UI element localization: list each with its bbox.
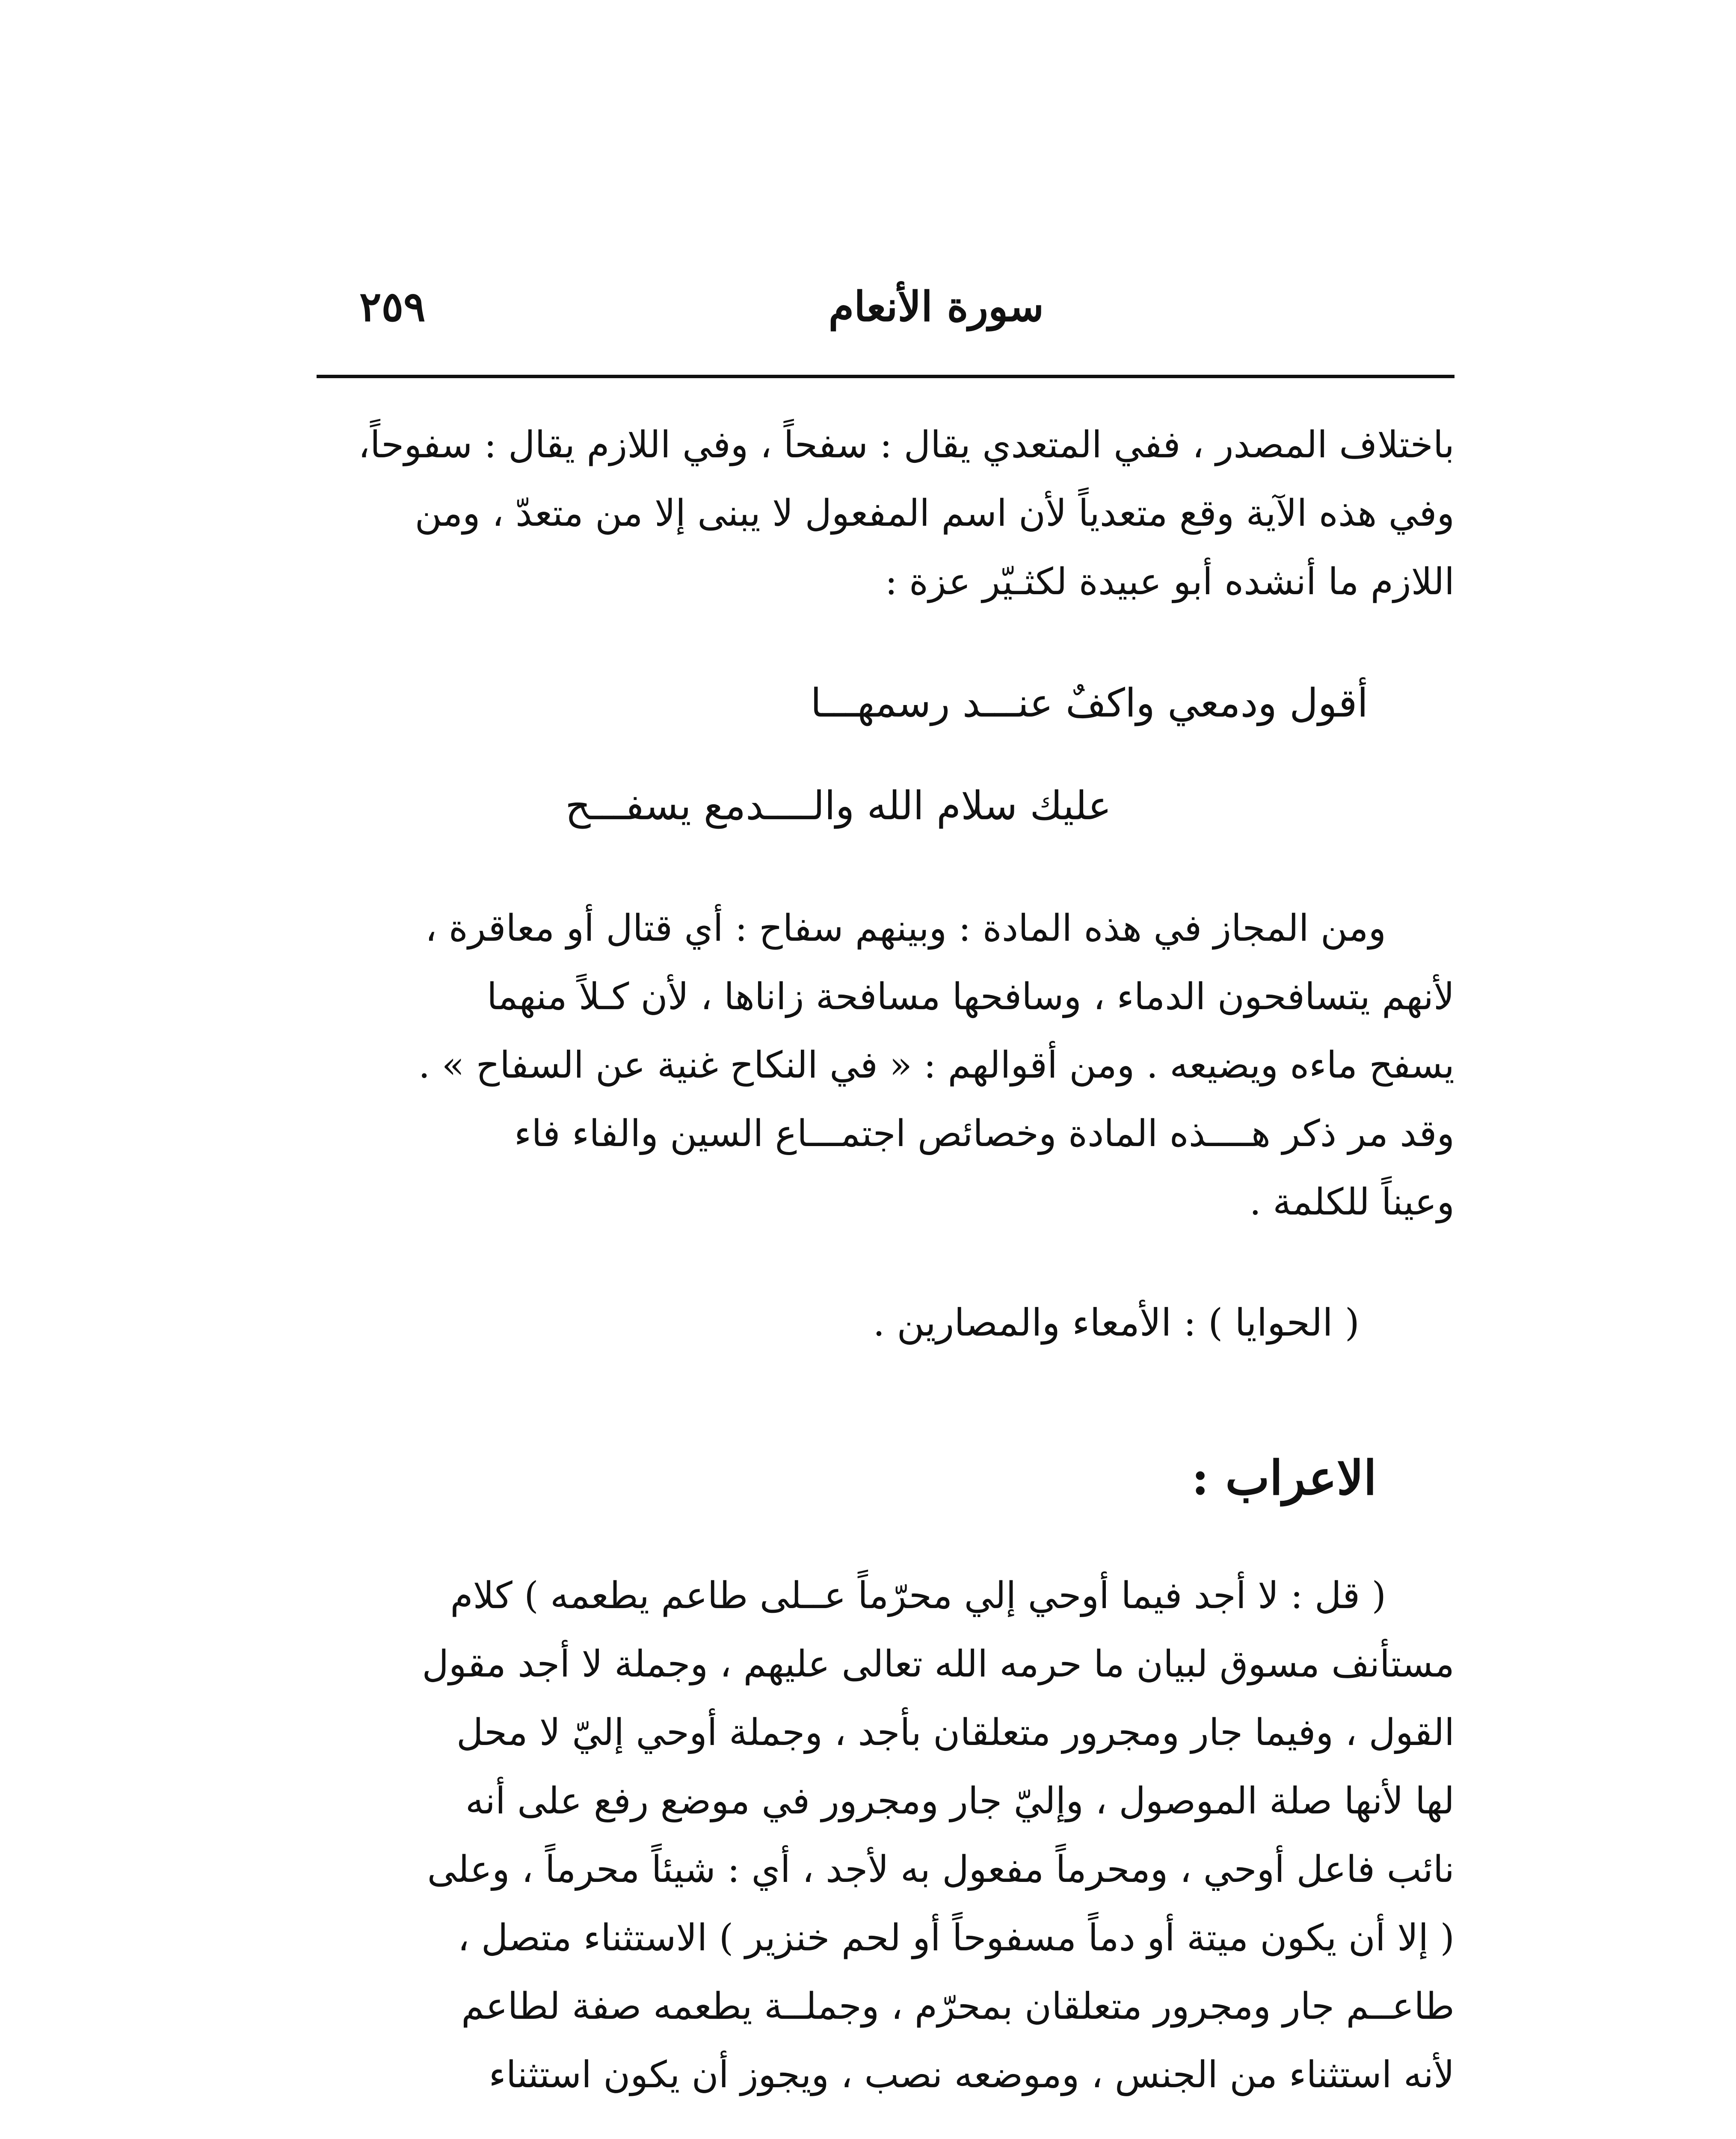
section-heading: الاعراب : — [1191, 1450, 1377, 1505]
page-number: ٢٥٩ — [359, 282, 426, 331]
text-line: طاعــم جار ومجرور متعلقان بمحرّم ، وجملــة يطعمه صفة لطاعم — [461, 1985, 1455, 2028]
text-line: وفي هذه الآية وقع متعدياً لأن اسم المفعول لا يبنى إلا من متعدّ ، ومن — [415, 492, 1455, 535]
text-line: باختلاف المصدر ، ففي المتعدي يقال : سفحاً ، وفي اللازم يقال : سفوحاً، — [358, 424, 1455, 466]
text-line: لأنه استثناء من الجنس ، وموضعه نصب ، ويجوز أن يكون استثناء — [489, 2053, 1455, 2096]
chapter-title: سورة الأنعام — [828, 282, 1044, 331]
text-line: مستأنف مسوق لبيان ما حرمه الله تعالى عليهم ، وجملة لا أجد مقول — [422, 1643, 1455, 1686]
text-line: وعيناً للكلمة . — [1249, 1181, 1455, 1224]
paragraph-etymology — [299, 411, 1455, 616]
text-line: لأنهم يتسافحون الدماء ، وسافحها مسافحة زاناها ، لأن كـلاً منهما — [486, 975, 1455, 1018]
text-line: ( قل : لا أجد فيما أوحي إلي محرّماً عــلى طاعم يطعمه ) كلام — [450, 1574, 1386, 1617]
poem-verse-line-2: عليك سلام الله والــــدمع يسفـــح — [565, 783, 1111, 829]
paragraph-grammar — [299, 1561, 1455, 2109]
text-line: يسفح ماءه ويضيعه . ومن أقوالهم : « في النكاح غنية عن السفاح » . — [418, 1044, 1455, 1087]
word-gloss: ( الحوايا ) : الأمعاء والمصارين . — [873, 1301, 1360, 1345]
text-line: اللازم ما أنشده أبو عبيدة لكثـيّر عزة : — [885, 560, 1455, 603]
text-line: ومن المجاز في هذه المادة : وبينهم سفاح : أي قتال أو معاقرة ، — [425, 907, 1386, 950]
text-line: القول ، وفيما جار ومجرور متعلقان بأجد ، وجملة أوحي إليّ لا محل — [456, 1711, 1455, 1754]
text-line: لها لأنها صلة الموصول ، وإليّ جار ومجرور في موضع رفع على أنه — [465, 1780, 1455, 1822]
paragraph-metaphor — [299, 894, 1455, 1236]
header-divider — [317, 375, 1455, 378]
text-line: ( إلا أن يكون ميتة أو دماً مسفوحاً أو لحم خنزير ) الاستثناء متصل ، — [457, 1917, 1455, 1959]
page-header — [317, 274, 1455, 351]
poem-verse-line-1: أقول ودمعي واكفٌ عنـــد رسمهـــا — [810, 680, 1368, 726]
text-line: وقد مر ذكر هــــذه المادة وخصائص اجتمـــاع السين والفاء فاء — [514, 1112, 1455, 1155]
text-line: نائب فاعل أوحي ، ومحرماً مفعول به لأجد ، أي : شيئاً محرماً ، وعلى — [427, 1848, 1455, 1891]
